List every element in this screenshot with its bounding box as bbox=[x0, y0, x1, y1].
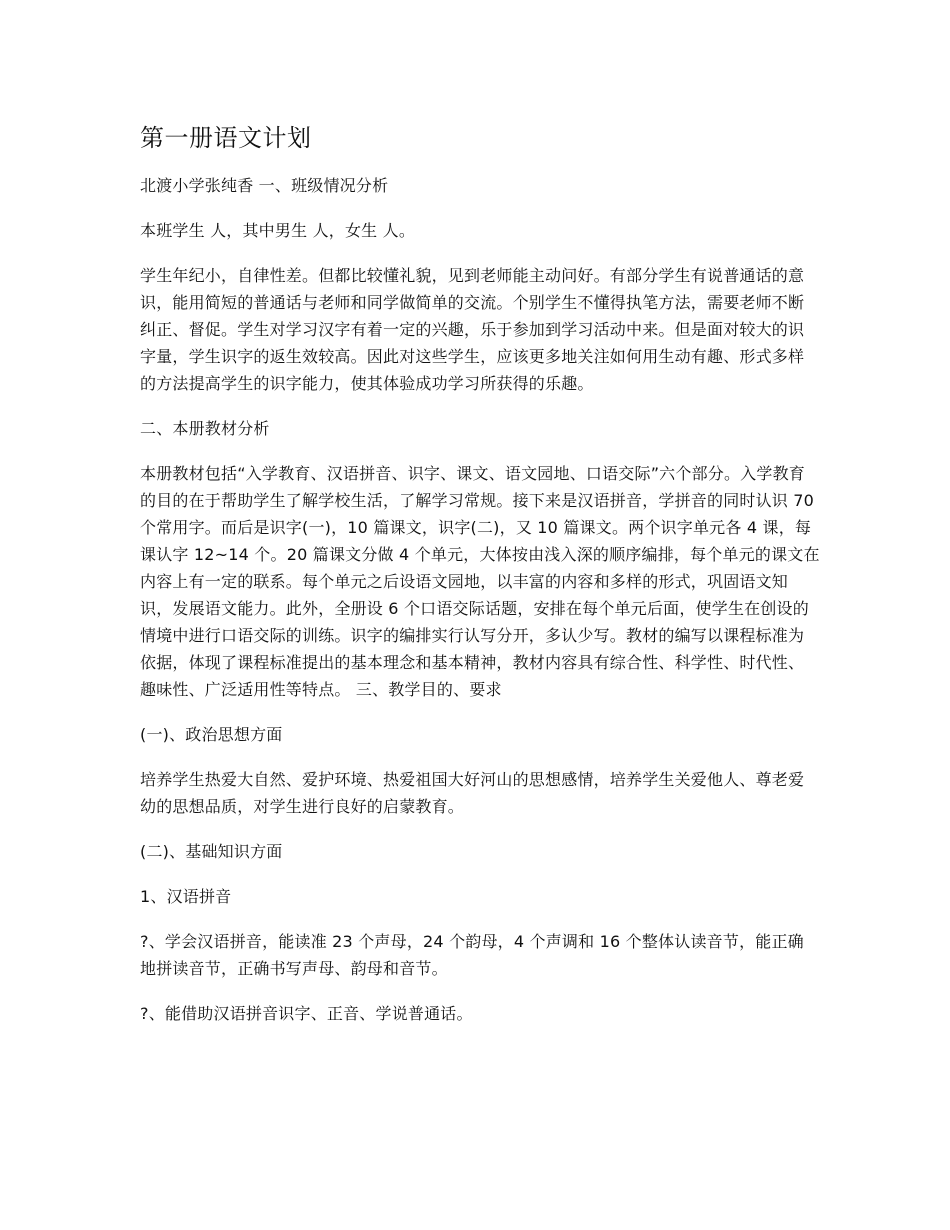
document-page bbox=[140, 118, 820, 1045]
class-analysis-paragraph: 学生年纪小，自律性差。但都比较懂礼貌，见到老师能主动问好。有部分学生有说普通话的意识，能用简短的普通话与老师和同学做简单的交流。个别学生不懂得执笔方法，需要老师不断纠正、督促。学生对学习汉字有着一定的兴趣，乐于参加到学习活动中来。但是面对较大的识字量，学生识字的返生效较高。因此对这些学生，应该更多地关注如何用生动有趣、形式多样的方法提高学生的识字能力，使其体验成功学习所获得的乐趣。 bbox=[140, 266, 805, 393]
item-heading-pinyin: 1、汉语拼音 bbox=[140, 887, 232, 906]
textbook-analysis-paragraph: 本册教材包括“入学教育、汉语拼音、识字、课文、语文园地、口语交际”六个部分。入学教育的目的在于帮助学生了解学校生活，了解学习常规。接下来是汉语拼音，学拼音的同时认识 70 个常用字。而后是识字(一)，10 篇课文，识字(二)，又 10 篇课文。两个识字单元各 4 课，每课认字 12~14 个。20 篇课文分做 4 个单元，大体按由浅入深的顺序编排，每个单元的课文在内容上有一定的联系。每个单元之后设语文园地，以丰富的内容和多样的形式，巩固语文知识，发展语文能力。此外，全册设 6 个口语交际话题，安排在每个单元后面，使学生在创设的情境中进行口语交际的训练。识字的编排实行认写分开，多认少写。教材的编写以课程标准为依据，体现了课程标准提出的基本理念和基本精神，教材内容具有综合性、科学性、时代性、趣味性、广泛适用性等特点。 三、教学目的、要求 bbox=[140, 464, 820, 699]
pinyin-goal-item-1: ?、学会汉语拼音，能读准 23 个声母，24 个韵母，4 个声调和 16 个整体认读音节，能正确地拼读音节，正确书写声母、韵母和音节。 bbox=[140, 932, 804, 978]
pinyin-goal-item-2: ?、能借助汉语拼音识字、正音、学说普通话。 bbox=[140, 1004, 473, 1023]
class-size-paragraph: 本班学生 人，其中男生 人，女生 人。 bbox=[140, 221, 416, 240]
author-and-section-heading: 北渡小学张纯香 一、班级情况分析 bbox=[140, 176, 389, 195]
subsection-heading-political: (一)、政治思想方面 bbox=[140, 725, 283, 744]
subsection-heading-basic-knowledge: (二)、基础知识方面 bbox=[140, 842, 283, 861]
section-heading-textbook-analysis: 二、本册教材分析 bbox=[140, 419, 270, 438]
document-title: 第一册语文计划 bbox=[140, 124, 312, 152]
political-goals-paragraph: 培养学生热爱大自然、爱护环境、热爱祖国大好河山的思想感情，培养学生关爱他人、尊老爱幼的思想品质，对学生进行良好的启蒙教育。 bbox=[140, 770, 805, 816]
